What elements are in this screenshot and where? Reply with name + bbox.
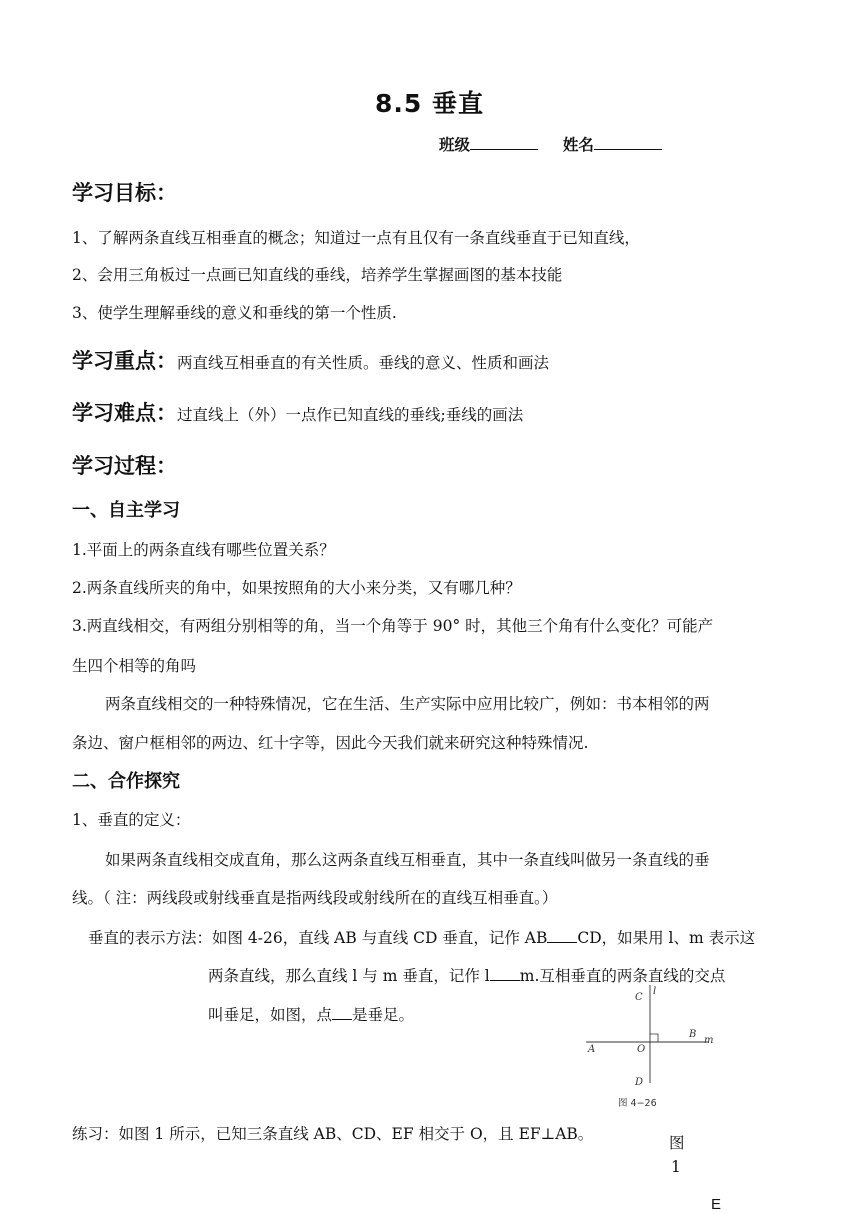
cooperation-heading: 二、合作探究 [72,771,180,792]
label-b: B [689,1029,697,1040]
question-3-line-2: 生四个相等的角吗 [72,657,197,675]
exercise-text: 练习：如图 1 所示，已知三条直线 AB、CD、EF 相交于 O，且 EF⊥AB。 [72,1125,594,1143]
intro-paragraph-line-2: 条边、窗户框相邻的两边、红十字等，因此今天我们就来研究这种特殊情况. [72,734,589,752]
notation-line-3-b: 是垂足。 [352,1006,415,1024]
notation-line-3 [208,1003,414,1025]
self-study-heading: 一、自主学习 [72,500,180,521]
key-points-heading: 学习重点： [72,349,177,373]
label-a: A [588,1044,596,1055]
intro-paragraph-line-1: 两条直线相交的一种特殊情况，它在生活、生产实际中应用比较广，例如：书本相邻的两 [105,695,710,713]
key-points [72,345,549,375]
notation-line-3-a: 叫垂足，如图，点 [208,1006,333,1024]
objective-item-2: 2、会用三角板过一点画已知直线的垂线，培养学生掌握画图的基本技能 [72,266,563,284]
notation-line-1-a: 垂直的表示方法：如图 4-26，直线 AB 与直线 CD 垂直，记作 AB [88,929,548,947]
right-angle-mark [650,1034,658,1042]
objective-item-3: 3、使学生理解垂线的意义和垂线的第一个性质. [72,304,397,322]
difficulties-heading: 学习难点： [72,401,177,425]
figure-caption: 图 4−26 [618,1098,657,1108]
label-o: O [637,1044,646,1055]
objectives-heading: 学习目标： [72,181,177,205]
question-3-line-1: 3.两直线相交，有两组分别相等的角，当一个角等于 90° 时，其他三个角有什么变化？可能产 [72,617,714,635]
objective-item-1: 1、了解两条直线互相垂直的概念；知道过一点有且仅有一条直线垂直于已知直线， [72,229,640,247]
notation-line-2-b: m.互相垂直的两条直线的交点 [519,967,726,985]
class-name-line [439,133,662,155]
definition-line-2: 线。（ 注：两线段或射线垂直是指两线段或射线所在的直线互相垂直。） [72,889,558,907]
class-label: 班级 [439,136,471,154]
question-2: 2.两条直线所夹的角中，如果按照角的大小来分类，又有哪几种？ [72,579,521,597]
label-l: l [653,986,657,997]
figure-4-26 [582,983,722,1108]
question-1: 1.平面上的两条直线有哪些位置关系？ [72,541,335,559]
notation-line-2-a: 两条直线，那么直线 l 与 m 垂直，记作 l [208,967,490,985]
label-d: D [635,1077,644,1088]
notation-blank-2 [490,979,520,981]
difficulties [72,397,523,427]
label-c: C [635,992,643,1003]
label-m: m [704,1035,714,1046]
notation-line-1-b: CD，如果用 l、m 表示这 [577,929,756,947]
page-title: 8.5 垂直 [375,89,484,118]
notation-blank-1 [547,941,577,943]
figure-1-label-b: 1 [671,1158,681,1176]
process-heading: 学习过程： [72,454,177,478]
difficulties-text: 过直线上（外）一点作已知直线的垂线;垂线的画法 [177,406,524,424]
figure-1-label-a: 图 [669,1134,685,1152]
notation-blank-3 [332,1018,352,1020]
definition-label: 1、垂直的定义： [72,811,191,829]
definition-line-1: 如果两条直线相交成直角，那么这两条直线互相垂直，其中一条直线叫做另一条直线的垂 [105,851,710,869]
notation-line-1 [88,926,755,948]
name-blank [594,148,662,150]
name-label: 姓名 [562,136,594,154]
class-blank [470,148,538,150]
key-points-text: 两直线互相垂直的有关性质。垂线的意义、性质和画法 [177,354,550,372]
point-e-label: E [711,1196,722,1213]
